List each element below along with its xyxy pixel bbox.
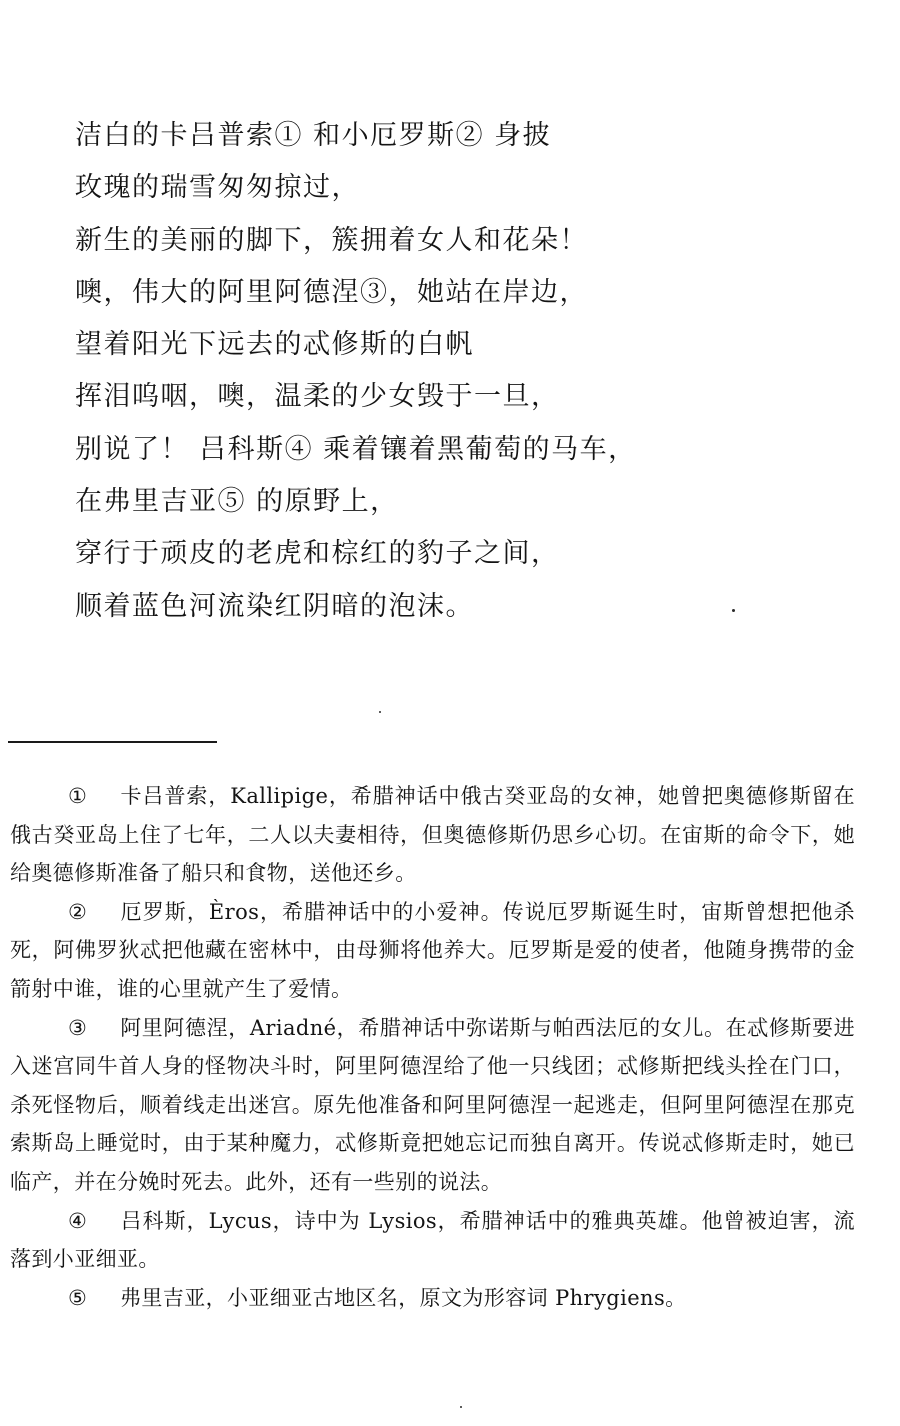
footnote-item [10, 1009, 855, 1202]
poem [75, 113, 865, 636]
footnote-item [10, 893, 855, 1009]
footnote-marker: ③ [68, 1015, 88, 1040]
footnote-divider [8, 741, 217, 743]
poem-line: 顺着蓝色河流染红阴暗的泡沫。 [75, 590, 474, 622]
footnote-marker: ⑤ [68, 1285, 88, 1310]
poem-line: 新生的美丽的脚下，簇拥着女人和花朵！ [75, 224, 588, 256]
poem-line: 洁白的卡吕普索① 和小厄罗斯② 身披 [75, 120, 552, 151]
footnote-item [10, 777, 855, 893]
footnote-text: 厄罗斯，Èros，希腊神话中的小爱神。传说厄罗斯诞生时，宙斯曾想把他杀死，阿佛罗狄忒把他藏在密林中，由母狮将他养大。厄罗斯是爱的使者，他随身携带的金箭射中谁，谁的心里就产生了爱情。 [10, 899, 855, 1001]
poem-line: 望着阳光下远去的忒修斯的白帆 [75, 329, 474, 361]
poem-line: 噢，伟大的阿里阿德涅③，她站在岸边， [75, 276, 588, 308]
footnote-item [10, 1279, 855, 1318]
poem-line: 在弗里吉亚⑤ 的原野上， [75, 486, 399, 518]
footnote-text: 阿里阿德涅，Ariadné，希腊神话中弥诺斯与帕西法厄的女儿。在忒修斯要进入迷宫同牛首人身的怪物决斗时，阿里阿德涅给了他一只线团；忒修斯把线头拴在门口，杀死怪物后，顺着线走出迷宫。原先他准备和阿里阿德涅一起逃走，但阿里阿德涅在那克索斯岛上睡觉时，由于某种魔力，忒修斯竟把她忘记而独自离开。传说忒修斯走时，她已临产，并在分娩时死去。此外，还有一些别的说法。 [10, 1015, 855, 1194]
poem-line: 挥泪呜咽，噢，温柔的少女毁于一旦， [75, 381, 560, 413]
print-speck [732, 609, 735, 612]
footnote-marker: ④ [68, 1208, 88, 1233]
footnote-marker: ① [68, 784, 88, 808]
footnote-item [10, 1202, 855, 1279]
footnote-text: 弗里吉亚，小亚细亚古地区名，原文为形容词 Phrygiens。 [120, 1285, 687, 1310]
poem-line: 玫瑰的瑞雪匆匆掠过， [75, 172, 360, 204]
print-speck [379, 711, 381, 713]
footnote-text: 吕科斯，Lycus，诗中为 Lysios，希腊神话中的雅典英雄。他曾被迫害，流落到小亚细亚。 [10, 1208, 855, 1272]
poem-line: 穿行于顽皮的老虎和棕红的豹子之间， [75, 538, 560, 570]
print-speck [460, 1406, 462, 1408]
footnotes [10, 777, 855, 1317]
footnote-text: 卡吕普索，Kallipige，希腊神话中俄古癸亚岛的女神，她曾把奥德修斯留在俄古癸亚岛上住了七年，二人以夫妻相待，但奥德修斯仍思乡心切。在宙斯的命令下，她给奥德修斯准备了船只和食物，送他还乡。 [10, 784, 855, 886]
footnote-marker: ② [68, 899, 88, 924]
poem-line: 别说了！ 吕科斯④ 乘着镶着黑葡萄的马车， [75, 433, 637, 465]
